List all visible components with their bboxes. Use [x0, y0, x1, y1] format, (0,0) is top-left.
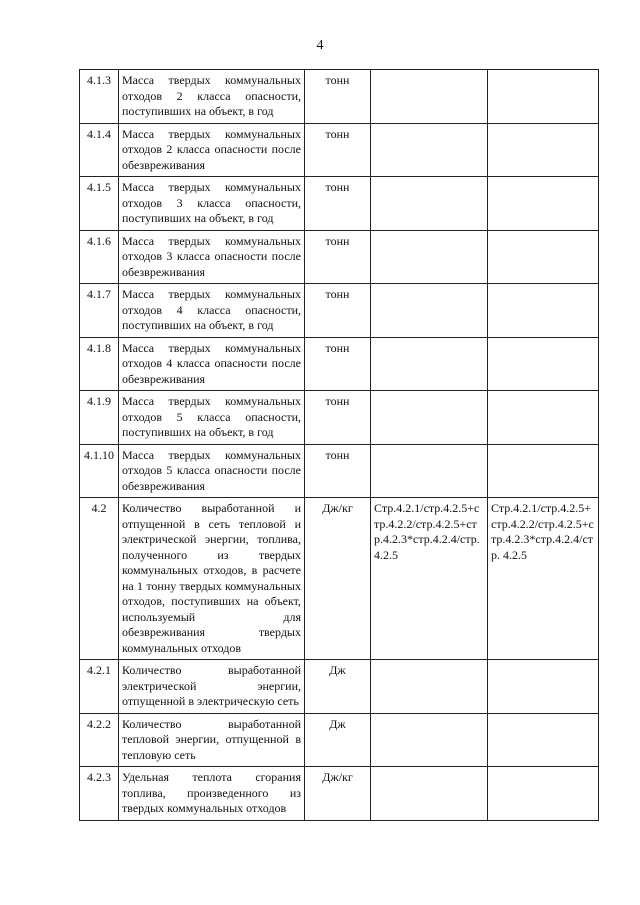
formula-cell-2 [488, 177, 599, 231]
table-row [80, 230, 599, 284]
row-number-cell: 4.1.6 [80, 230, 119, 284]
table-row [80, 337, 599, 391]
indicator-name-cell: Масса твердых коммунальных отходов 3 класса опасности, поступивших на объект, в год [119, 177, 305, 231]
indicator-table [79, 69, 599, 821]
indicator-name-cell: Количество выработанной тепловой энергии, отпущенной в тепловую сеть [119, 713, 305, 767]
unit-cell: тонн [305, 177, 371, 231]
table-row [80, 70, 599, 124]
indicator-name-cell: Количество выработанной электрической энергии, отпущенной в электрическую сеть [119, 660, 305, 714]
indicator-name-cell: Количество выработанной и отпущенной в сеть тепловой и электрической энергии, топлива, полученного из твердых коммунальных отходов, в расчете на 1 тонну твердых коммунальных отходов, поступивших на объект, используемый для обезвреживания твердых коммунальных отходов [119, 498, 305, 660]
unit-cell: тонн [305, 70, 371, 124]
indicator-name-cell: Масса твердых коммунальных отходов 5 класса опасности, поступивших на объект, в год [119, 391, 305, 445]
indicator-name-cell: Удельная теплота сгорания топлива, произведенного из твердых коммунальных отходов [119, 767, 305, 821]
formula-cell-2 [488, 391, 599, 445]
formula-cell-2 [488, 337, 599, 391]
row-number-cell: 4.1.3 [80, 70, 119, 124]
table-row [80, 713, 599, 767]
row-number-cell: 4.1.8 [80, 337, 119, 391]
unit-cell: тонн [305, 230, 371, 284]
row-number-cell: 4.1.10 [80, 444, 119, 498]
row-number-cell: 4.2.2 [80, 713, 119, 767]
formula-cell-1: Стр.4.2.1/стр.4.2.5+стр.4.2.2/стр.4.2.5+стр.4.2.3*стр.4.2.4/стр. 4.2.5 [371, 498, 488, 660]
indicator-name-cell: Масса твердых коммунальных отходов 3 класса опасности после обезвреживания [119, 230, 305, 284]
unit-cell: тонн [305, 123, 371, 177]
table-row [80, 444, 599, 498]
unit-cell: Дж/кг [305, 767, 371, 821]
unit-cell: тонн [305, 444, 371, 498]
formula-cell-1 [371, 230, 488, 284]
formula-cell-1 [371, 391, 488, 445]
formula-cell-1 [371, 660, 488, 714]
formula-cell-1 [371, 444, 488, 498]
unit-cell: Дж [305, 713, 371, 767]
indicator-name-cell: Масса твердых коммунальных отходов 5 класса опасности после обезвреживания [119, 444, 305, 498]
unit-cell: тонн [305, 284, 371, 338]
table-row [80, 177, 599, 231]
formula-cell-2 [488, 70, 599, 124]
indicator-name-cell: Масса твердых коммунальных отходов 2 класса опасности после обезвреживания [119, 123, 305, 177]
table-row [80, 123, 599, 177]
row-number-cell: 4.1.9 [80, 391, 119, 445]
indicator-name-cell: Масса твердых коммунальных отходов 4 класса опасности, поступивших на объект, в год [119, 284, 305, 338]
formula-cell-2 [488, 123, 599, 177]
formula-cell-2 [488, 660, 599, 714]
table-row [80, 284, 599, 338]
unit-cell: тонн [305, 391, 371, 445]
formula-cell-2 [488, 230, 599, 284]
row-number-cell: 4.2.3 [80, 767, 119, 821]
formula-cell-1 [371, 337, 488, 391]
table-row [80, 498, 599, 660]
formula-cell-1 [371, 70, 488, 124]
page-number: 4 [316, 38, 324, 53]
indicator-name-cell: Масса твердых коммунальных отходов 2 класса опасности, поступивших на объект, в год [119, 70, 305, 124]
formula-cell-2 [488, 284, 599, 338]
formula-cell-1 [371, 284, 488, 338]
unit-cell: тонн [305, 337, 371, 391]
table-row [80, 767, 599, 821]
table-row [80, 391, 599, 445]
formula-cell-1 [371, 123, 488, 177]
table-body [80, 70, 599, 821]
formula-cell-1 [371, 177, 488, 231]
table-row [80, 660, 599, 714]
formula-cell-1 [371, 713, 488, 767]
formula-cell-2 [488, 767, 599, 821]
row-number-cell: 4.1.5 [80, 177, 119, 231]
indicator-name-cell: Масса твердых коммунальных отходов 4 класса опасности после обезвреживания [119, 337, 305, 391]
formula-cell-1 [371, 767, 488, 821]
row-number-cell: 4.2 [80, 498, 119, 660]
formula-cell-2 [488, 444, 599, 498]
formula-cell-2 [488, 713, 599, 767]
row-number-cell: 4.1.7 [80, 284, 119, 338]
unit-cell: Дж [305, 660, 371, 714]
row-number-cell: 4.2.1 [80, 660, 119, 714]
formula-cell-2: Стр.4.2.1/стр.4.2.5+стр.4.2.2/стр.4.2.5+стр.4.2.3*стр.4.2.4/стр. 4.2.5 [488, 498, 599, 660]
unit-cell: Дж/кг [305, 498, 371, 660]
row-number-cell: 4.1.4 [80, 123, 119, 177]
